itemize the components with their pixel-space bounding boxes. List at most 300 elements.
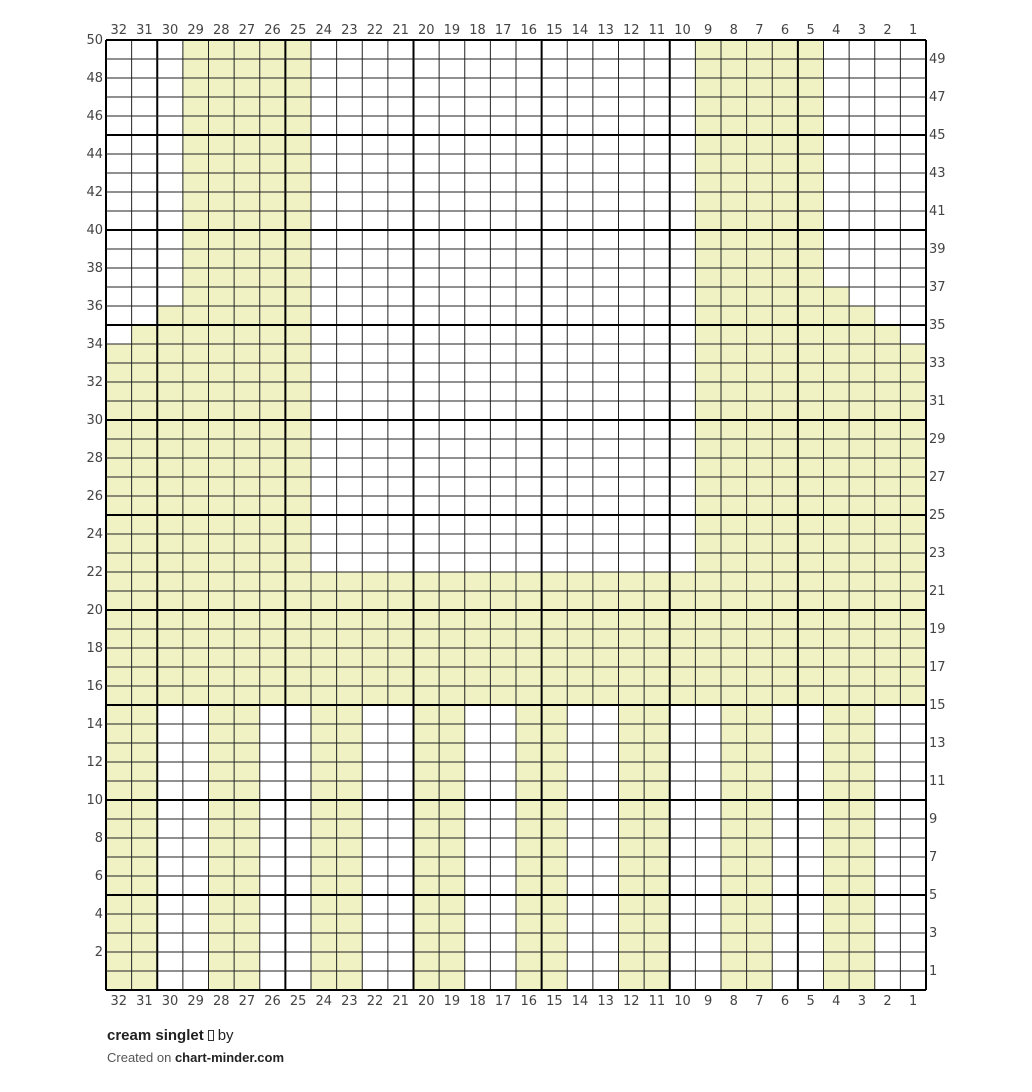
filled-cell — [183, 401, 209, 420]
filled-cell — [439, 591, 465, 610]
filled-cell — [311, 667, 337, 686]
filled-cell — [798, 477, 824, 496]
filled-cell — [772, 591, 798, 610]
filled-cell — [234, 819, 260, 838]
filled-cell — [542, 629, 568, 648]
filled-cell — [516, 667, 542, 686]
filled-cell — [337, 610, 363, 629]
bottom-column-label: 1 — [909, 994, 918, 1009]
filled-cell — [772, 40, 798, 59]
filled-cell — [619, 724, 645, 743]
filled-cell — [619, 629, 645, 648]
filled-cell — [542, 971, 568, 990]
bottom-column-label: 26 — [264, 994, 281, 1009]
filled-cell — [183, 629, 209, 648]
filled-cell — [209, 382, 235, 401]
credit-site-link[interactable]: chart-minder.com — [174, 1050, 285, 1065]
filled-cell — [260, 553, 286, 572]
top-column-label: 27 — [238, 23, 256, 38]
right-row-label: 27 — [929, 470, 946, 485]
filled-cell — [593, 610, 619, 629]
filled-cell — [644, 686, 670, 705]
filled-cell — [388, 610, 414, 629]
filled-cell — [747, 192, 773, 211]
filled-cell — [619, 857, 645, 876]
filled-cell — [900, 515, 926, 534]
filled-cell — [285, 154, 311, 173]
filled-cell — [260, 629, 286, 648]
filled-cell — [285, 515, 311, 534]
filled-cell — [209, 306, 235, 325]
filled-cell — [132, 743, 158, 762]
filled-cell — [260, 192, 286, 211]
filled-cell — [209, 477, 235, 496]
filled-cell — [721, 306, 747, 325]
filled-cell — [721, 819, 747, 838]
filled-cell — [747, 591, 773, 610]
filled-cell — [234, 591, 260, 610]
filled-cell — [900, 667, 926, 686]
filled-cell — [183, 192, 209, 211]
filled-cell — [209, 572, 235, 591]
filled-cell — [132, 477, 158, 496]
filled-cell — [234, 781, 260, 800]
filled-cell — [439, 667, 465, 686]
filled-cell — [747, 420, 773, 439]
filled-cell — [260, 458, 286, 477]
filled-cell — [542, 743, 568, 762]
filled-cell — [132, 325, 158, 344]
filled-cell — [183, 572, 209, 591]
filled-cell — [209, 268, 235, 287]
filled-cell — [157, 477, 183, 496]
filled-cell — [285, 629, 311, 648]
filled-cell — [644, 857, 670, 876]
filled-cell — [183, 135, 209, 154]
filled-cell — [695, 667, 721, 686]
filled-cell — [234, 344, 260, 363]
filled-cell — [106, 420, 132, 439]
filled-cell — [542, 762, 568, 781]
filled-cell — [619, 914, 645, 933]
filled-cell — [311, 800, 337, 819]
filled-cell — [772, 249, 798, 268]
filled-cell — [285, 534, 311, 553]
filled-cell — [824, 724, 850, 743]
filled-cell — [260, 439, 286, 458]
filled-cell — [798, 553, 824, 572]
top-column-label: 28 — [213, 23, 230, 38]
filled-cell — [824, 762, 850, 781]
filled-cell — [516, 705, 542, 724]
filled-cell — [721, 344, 747, 363]
top-column-label: 7 — [755, 23, 764, 38]
filled-cell — [644, 819, 670, 838]
filled-cell — [644, 743, 670, 762]
filled-cell — [695, 382, 721, 401]
filled-cell — [619, 952, 645, 971]
chart-title-line — [107, 1026, 284, 1046]
left-row-label: 10 — [86, 793, 103, 808]
filled-cell — [209, 515, 235, 534]
filled-cell — [234, 705, 260, 724]
filled-cell — [798, 458, 824, 477]
filled-cell — [747, 629, 773, 648]
top-column-label: 10 — [674, 23, 691, 38]
filled-cell — [798, 154, 824, 173]
filled-cell — [721, 97, 747, 116]
filled-cell — [337, 648, 363, 667]
filled-cell — [900, 629, 926, 648]
filled-cell — [875, 515, 901, 534]
filled-cell — [747, 249, 773, 268]
filled-cell — [619, 800, 645, 819]
filled-cell — [209, 192, 235, 211]
filled-cell — [157, 439, 183, 458]
filled-cell — [285, 648, 311, 667]
filled-cell — [542, 838, 568, 857]
filled-cell — [234, 838, 260, 857]
filled-cell — [285, 268, 311, 287]
filled-cell — [798, 591, 824, 610]
filled-cell — [849, 686, 875, 705]
filled-cell — [721, 401, 747, 420]
filled-cell — [209, 876, 235, 895]
top-column-label: 22 — [366, 23, 384, 38]
filled-cell — [157, 648, 183, 667]
filled-cell — [849, 952, 875, 971]
filled-cell — [721, 287, 747, 306]
filled-cell — [900, 591, 926, 610]
filled-cell — [285, 477, 311, 496]
filled-cell — [209, 781, 235, 800]
filled-cell — [132, 344, 158, 363]
filled-cell — [106, 496, 132, 515]
filled-cell — [414, 629, 440, 648]
filled-cell — [721, 382, 747, 401]
filled-cell — [234, 154, 260, 173]
filled-cell — [260, 496, 286, 515]
filled-cell — [414, 686, 440, 705]
filled-cell — [106, 382, 132, 401]
filled-cell — [875, 496, 901, 515]
filled-cell — [567, 667, 593, 686]
filled-cell — [875, 629, 901, 648]
filled-cell — [465, 610, 491, 629]
filled-cell — [516, 629, 542, 648]
filled-cell — [209, 971, 235, 990]
filled-cell — [849, 705, 875, 724]
chart-title: cream singlet — [107, 1027, 204, 1044]
filled-cell — [234, 743, 260, 762]
bottom-column-label: 21 — [392, 994, 409, 1009]
filled-cell — [542, 705, 568, 724]
filled-cell — [695, 135, 721, 154]
left-row-label: 40 — [86, 223, 103, 238]
filled-cell — [157, 591, 183, 610]
filled-cell — [772, 477, 798, 496]
filled-cell — [798, 667, 824, 686]
filled-cell — [798, 230, 824, 249]
filled-cell — [132, 914, 158, 933]
filled-cell — [747, 534, 773, 553]
top-column-label: 29 — [187, 23, 204, 38]
left-row-label: 20 — [86, 603, 103, 618]
filled-cell — [567, 629, 593, 648]
filled-cell — [337, 686, 363, 705]
filled-cell — [388, 648, 414, 667]
filled-cell — [439, 762, 465, 781]
filled-cell — [132, 610, 158, 629]
filled-cell — [414, 743, 440, 762]
filled-cell — [798, 439, 824, 458]
filled-cell — [798, 610, 824, 629]
chart-footer — [107, 1026, 284, 1065]
filled-cell — [439, 743, 465, 762]
filled-cell — [721, 363, 747, 382]
filled-cell — [439, 838, 465, 857]
right-row-label: 17 — [929, 660, 946, 675]
filled-cell — [234, 648, 260, 667]
filled-cell — [260, 268, 286, 287]
filled-cell — [900, 477, 926, 496]
filled-cell — [772, 439, 798, 458]
filled-cell — [619, 838, 645, 857]
filled-cell — [183, 477, 209, 496]
filled-cell — [285, 97, 311, 116]
filled-cell — [414, 572, 440, 591]
filled-cell — [183, 610, 209, 629]
right-row-label: 9 — [929, 812, 938, 827]
bottom-column-label: 9 — [704, 994, 713, 1009]
filled-cell — [285, 135, 311, 154]
filled-cell — [337, 838, 363, 857]
filled-cell — [183, 78, 209, 97]
filled-cell — [234, 762, 260, 781]
filled-cell — [695, 344, 721, 363]
filled-cell — [542, 591, 568, 610]
filled-cell — [285, 249, 311, 268]
filled-cell — [516, 933, 542, 952]
filled-cell — [824, 667, 850, 686]
filled-cell — [183, 534, 209, 553]
filled-cell — [824, 344, 850, 363]
filled-cell — [772, 458, 798, 477]
filled-cell — [695, 401, 721, 420]
bottom-column-label: 6 — [780, 994, 790, 1009]
credit-line — [107, 1050, 284, 1065]
filled-cell — [772, 363, 798, 382]
left-row-label: 48 — [86, 71, 103, 86]
filled-cell — [849, 724, 875, 743]
filled-cell — [772, 610, 798, 629]
left-row-label: 34 — [86, 337, 103, 352]
filled-cell — [234, 857, 260, 876]
missing-glyph-icon — [208, 1030, 214, 1041]
filled-cell — [414, 610, 440, 629]
top-column-label: 31 — [136, 23, 153, 38]
filled-cell — [439, 648, 465, 667]
top-column-label: 4 — [832, 23, 841, 38]
filled-cell — [824, 629, 850, 648]
filled-cell — [824, 496, 850, 515]
filled-cell — [695, 458, 721, 477]
filled-cell — [209, 648, 235, 667]
filled-cell — [824, 857, 850, 876]
filled-cell — [337, 876, 363, 895]
filled-cell — [209, 401, 235, 420]
filled-cell — [747, 287, 773, 306]
filled-cell — [209, 629, 235, 648]
filled-cell — [516, 838, 542, 857]
bottom-column-label: 19 — [443, 994, 461, 1009]
filled-cell — [414, 838, 440, 857]
filled-cell — [183, 249, 209, 268]
filled-cell — [183, 40, 209, 59]
filled-cell — [260, 534, 286, 553]
filled-cell — [132, 534, 158, 553]
filled-cell — [311, 686, 337, 705]
filled-cell — [747, 743, 773, 762]
filled-cell — [260, 211, 286, 230]
filled-cell — [721, 116, 747, 135]
filled-cell — [183, 363, 209, 382]
filled-cell — [721, 249, 747, 268]
filled-cell — [798, 306, 824, 325]
filled-cell — [721, 610, 747, 629]
filled-cell — [824, 420, 850, 439]
top-column-label: 26 — [264, 23, 281, 38]
filled-cell — [311, 610, 337, 629]
filled-cell — [234, 496, 260, 515]
filled-cell — [234, 249, 260, 268]
filled-cell — [516, 572, 542, 591]
filled-cell — [772, 135, 798, 154]
filled-cell — [516, 952, 542, 971]
filled-cell — [516, 971, 542, 990]
filled-cell — [824, 553, 850, 572]
left-row-label: 28 — [86, 451, 103, 466]
bottom-column-label: 14 — [571, 994, 589, 1009]
filled-cell — [824, 515, 850, 534]
filled-cell — [414, 667, 440, 686]
filled-cell — [439, 724, 465, 743]
filled-cell — [849, 515, 875, 534]
filled-cell — [695, 249, 721, 268]
filled-cell — [414, 781, 440, 800]
filled-cell — [183, 211, 209, 230]
bottom-column-label: 20 — [418, 994, 435, 1009]
filled-cell — [337, 667, 363, 686]
filled-cell — [106, 743, 132, 762]
filled-cell — [875, 553, 901, 572]
filled-cell — [337, 857, 363, 876]
filled-cell — [542, 914, 568, 933]
filled-cell — [106, 363, 132, 382]
filled-cell — [132, 705, 158, 724]
filled-cell — [772, 496, 798, 515]
filled-cell — [209, 78, 235, 97]
filled-cell — [849, 401, 875, 420]
filled-cell — [824, 800, 850, 819]
filled-cell — [362, 686, 388, 705]
filled-cell — [337, 819, 363, 838]
filled-cell — [619, 762, 645, 781]
filled-cell — [875, 667, 901, 686]
top-column-label: 32 — [110, 23, 128, 38]
filled-cell — [670, 572, 696, 591]
filled-cell — [362, 591, 388, 610]
filled-cell — [824, 705, 850, 724]
filled-cell — [260, 572, 286, 591]
filled-cell — [567, 610, 593, 629]
filled-cell — [849, 382, 875, 401]
bottom-column-label: 24 — [315, 994, 333, 1009]
filled-cell — [695, 59, 721, 78]
right-row-label: 41 — [929, 204, 946, 219]
filled-cell — [106, 439, 132, 458]
filled-cell — [721, 648, 747, 667]
filled-cell — [234, 477, 260, 496]
filled-cell — [285, 306, 311, 325]
filled-cell — [209, 610, 235, 629]
filled-cell — [721, 591, 747, 610]
filled-cell — [849, 344, 875, 363]
filled-cell — [798, 363, 824, 382]
filled-cell — [209, 686, 235, 705]
filled-cell — [260, 287, 286, 306]
filled-cell — [183, 382, 209, 401]
filled-cell — [234, 534, 260, 553]
filled-cell — [747, 344, 773, 363]
filled-cell — [619, 971, 645, 990]
filled-cell — [285, 287, 311, 306]
filled-cell — [209, 458, 235, 477]
filled-cell — [516, 876, 542, 895]
filled-cell — [798, 116, 824, 135]
filled-cell — [772, 686, 798, 705]
filled-cell — [209, 325, 235, 344]
filled-cell — [516, 686, 542, 705]
filled-cell — [798, 173, 824, 192]
filled-cell — [132, 591, 158, 610]
filled-cell — [209, 211, 235, 230]
top-column-label: 24 — [315, 23, 333, 38]
filled-cell — [593, 667, 619, 686]
filled-cell — [695, 306, 721, 325]
filled-cell — [644, 895, 670, 914]
top-column-label: 2 — [883, 23, 892, 38]
filled-cell — [234, 78, 260, 97]
by-label: by — [217, 1027, 234, 1044]
filled-cell — [106, 610, 132, 629]
filled-cell — [644, 914, 670, 933]
filled-cell — [106, 705, 132, 724]
filled-cell — [849, 838, 875, 857]
filled-cell — [183, 287, 209, 306]
filled-cell — [132, 952, 158, 971]
filled-cell — [234, 306, 260, 325]
filled-cell — [234, 382, 260, 401]
filled-cell — [106, 914, 132, 933]
right-row-label: 13 — [929, 736, 946, 751]
filled-cell — [619, 743, 645, 762]
filled-cell — [311, 857, 337, 876]
filled-cell — [106, 344, 132, 363]
filled-cell — [721, 534, 747, 553]
filled-cell — [849, 762, 875, 781]
filled-cell — [106, 534, 132, 553]
